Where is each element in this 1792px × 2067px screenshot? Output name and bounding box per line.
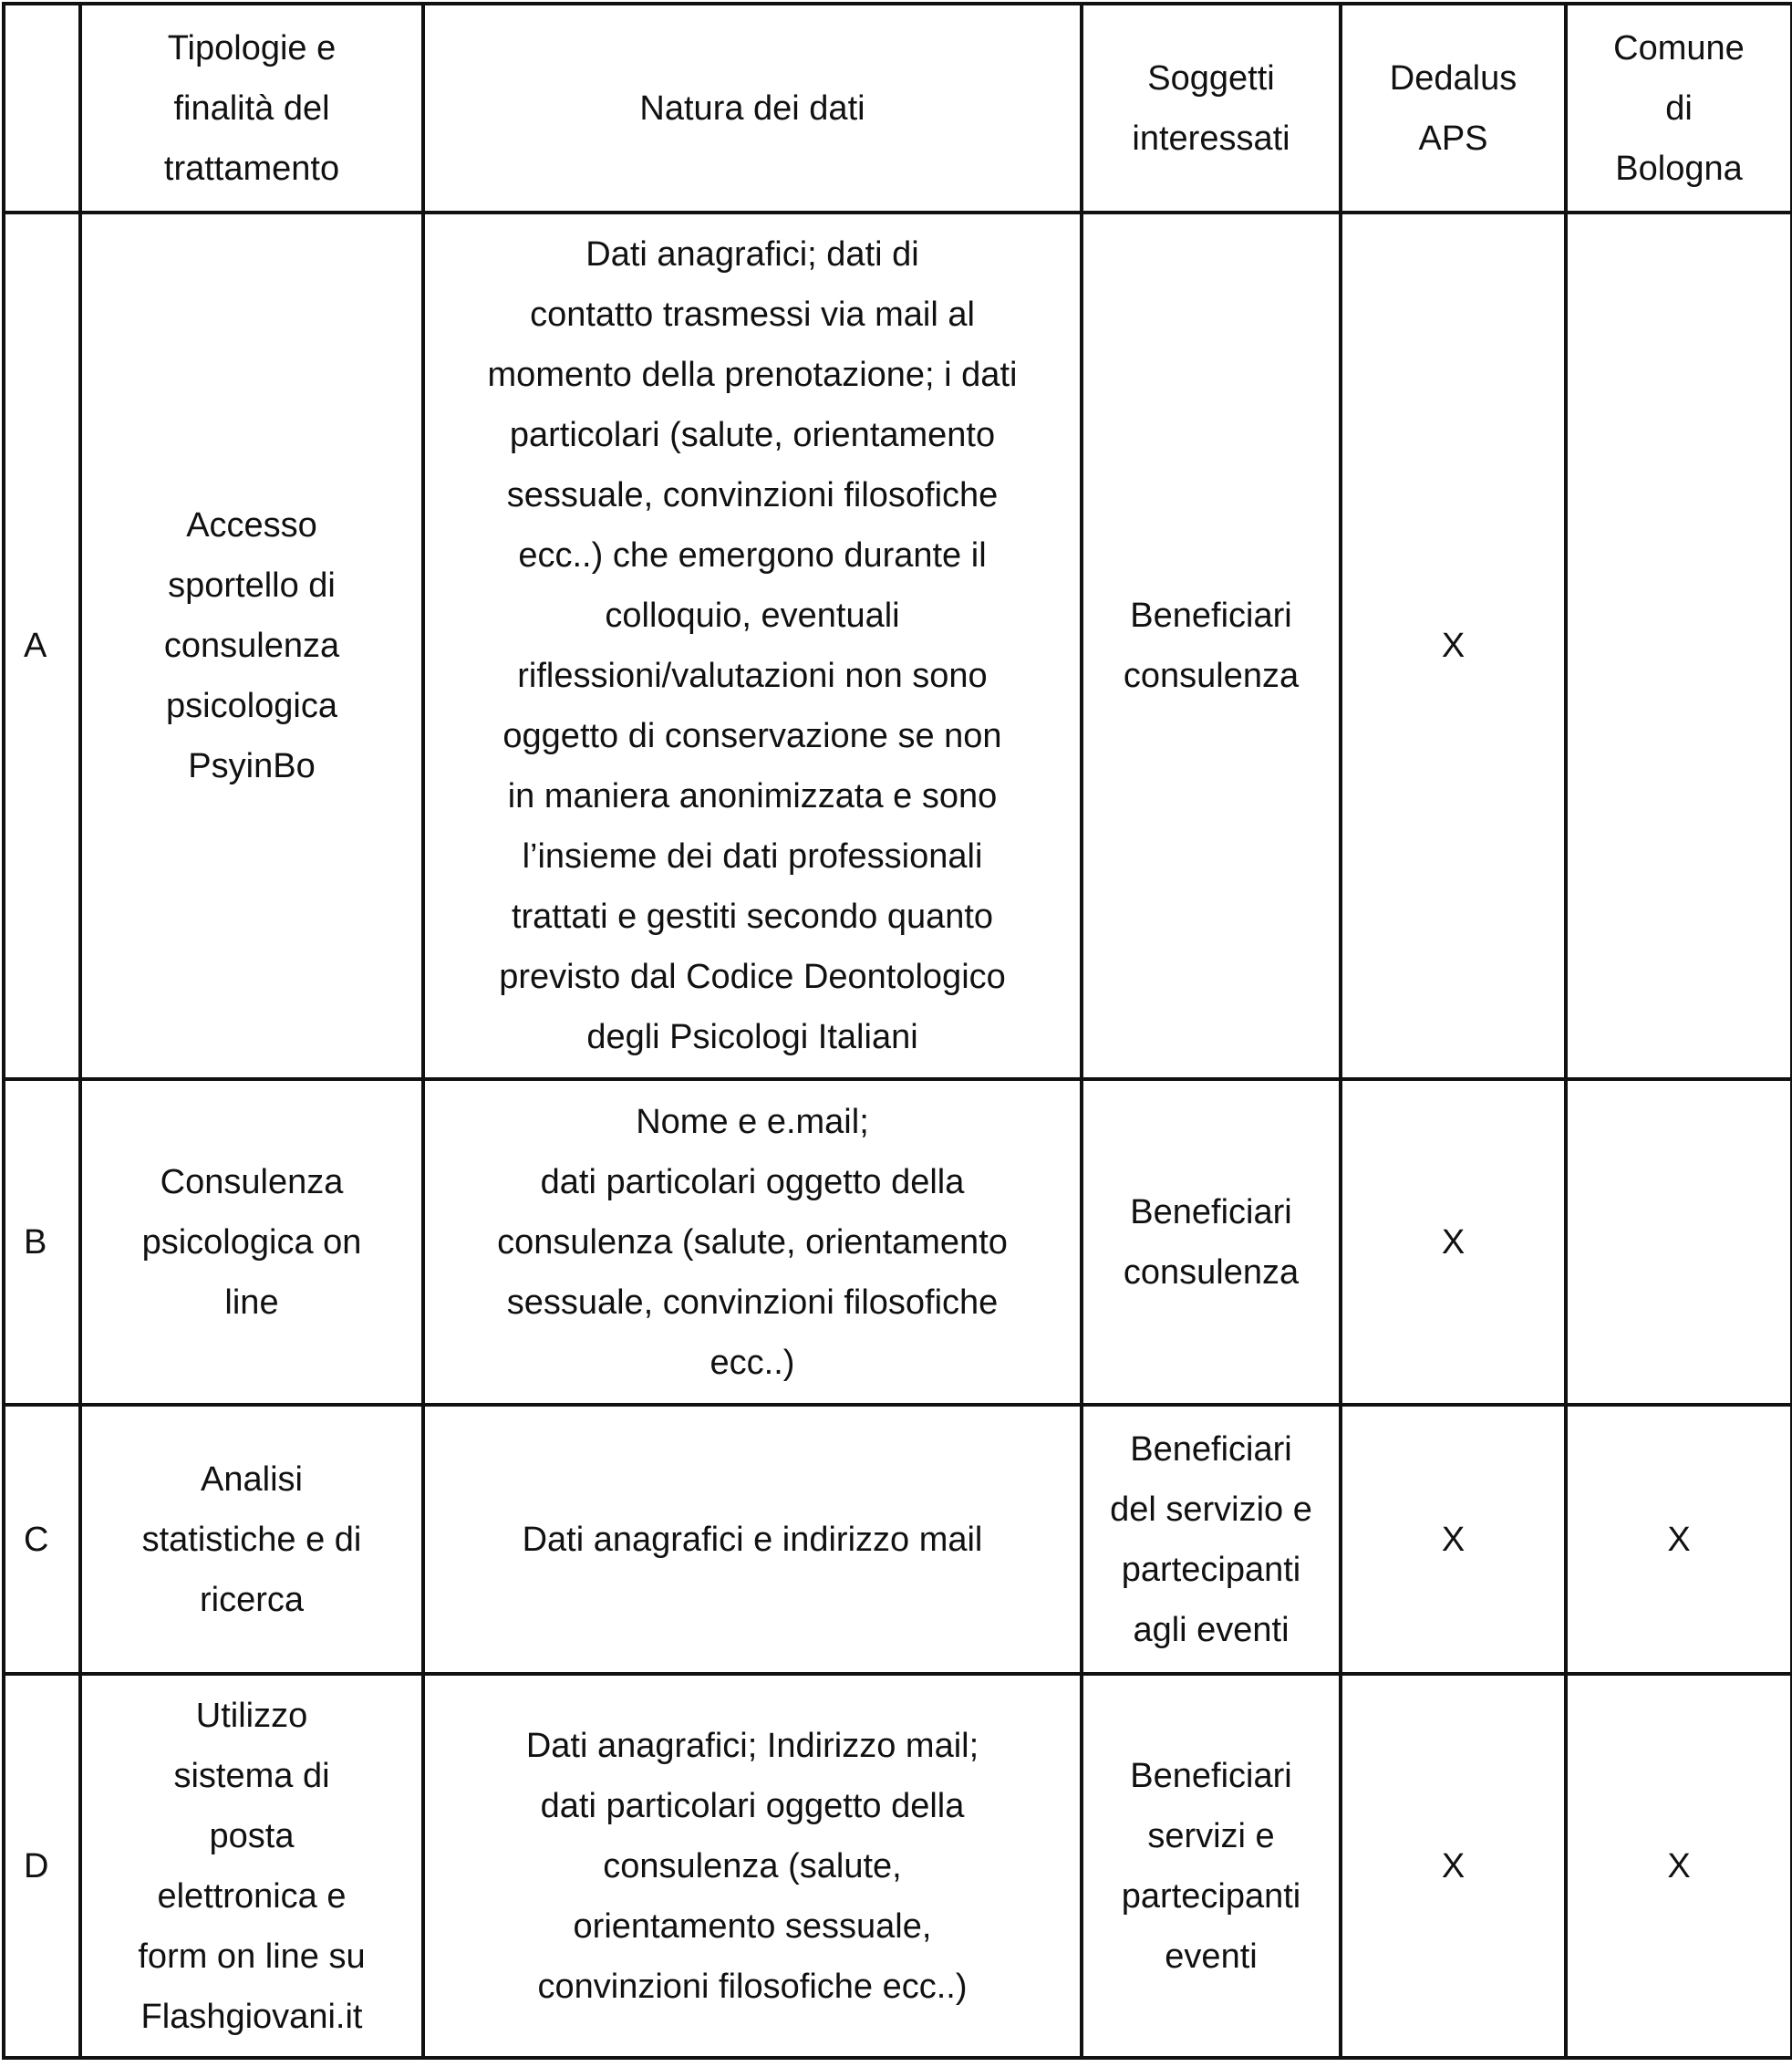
header-purpose: Tipologie e finalità del trattamento	[80, 4, 423, 213]
row-purpose: Consulenza psicologica on line	[80, 1079, 423, 1405]
row-dedalus-mark: X	[1341, 1674, 1566, 2058]
header-subjects: Soggetti interessati	[1082, 4, 1341, 213]
table-row	[4, 1405, 1792, 1674]
row-subjects: Beneficiari consulenza	[1082, 213, 1341, 1079]
row-data-nature: Dati anagrafici e indirizzo mail	[423, 1405, 1082, 1674]
row-purpose: Analisi statistiche e di ricerca	[80, 1405, 423, 1674]
header-dedalus: Dedalus APS	[1341, 4, 1566, 213]
row-id: B	[4, 1079, 80, 1405]
row-dedalus-mark: X	[1341, 1405, 1566, 1674]
row-id: D	[4, 1674, 80, 2058]
row-subjects: Beneficiari del servizio e partecipanti agli eventi	[1082, 1405, 1341, 1674]
table-row	[4, 213, 1792, 1079]
row-data-nature: Nome e e.mail; dati particolari oggetto della consulenza (salute, orientamento sessuale, convinzioni filosofiche ecc..)	[423, 1079, 1082, 1405]
header-id	[4, 4, 80, 213]
row-comune-mark: X	[1566, 1674, 1792, 2058]
row-dedalus-mark: X	[1341, 213, 1566, 1079]
header-data-nature: Natura dei dati	[423, 4, 1082, 213]
row-id: A	[4, 213, 80, 1079]
row-purpose: Accesso sportello di consulenza psicologica PsyinBo	[80, 213, 423, 1079]
row-purpose: Utilizzo sistema di posta elettronica e form on line su Flashgiovani.it	[80, 1674, 423, 2058]
row-dedalus-mark: X	[1341, 1079, 1566, 1405]
header-comune: Comune di Bologna	[1566, 4, 1792, 213]
row-id: C	[4, 1405, 80, 1674]
row-data-nature: Dati anagrafici; dati di contatto trasmessi via mail al momento della prenotazione; i dati particolari (salute, orientamento sessuale, convinzioni filosofiche ecc..) che emergono durante il colloquio, eventuali riflessioni/valutazioni non sono oggetto di conservazione se non in maniera anonimizzata e sono l’insieme dei dati professionali trattati e gestiti secondo quanto previsto dal Codice Deontologico degli Psicologi Italiani	[423, 213, 1082, 1079]
table-row	[4, 1674, 1792, 2058]
table-row	[4, 1079, 1792, 1405]
row-data-nature: Dati anagrafici; Indirizzo mail; dati particolari oggetto della consulenza (salute, orientamento sessuale, convinzioni filosofiche ecc..)	[423, 1674, 1082, 2058]
row-comune-mark	[1566, 213, 1792, 1079]
row-comune-mark	[1566, 1079, 1792, 1405]
data-processing-table	[2, 2, 1792, 2060]
header-row	[4, 4, 1792, 213]
row-comune-mark: X	[1566, 1405, 1792, 1674]
row-subjects: Beneficiari consulenza	[1082, 1079, 1341, 1405]
row-subjects: Beneficiari servizi e partecipanti eventi	[1082, 1674, 1341, 2058]
